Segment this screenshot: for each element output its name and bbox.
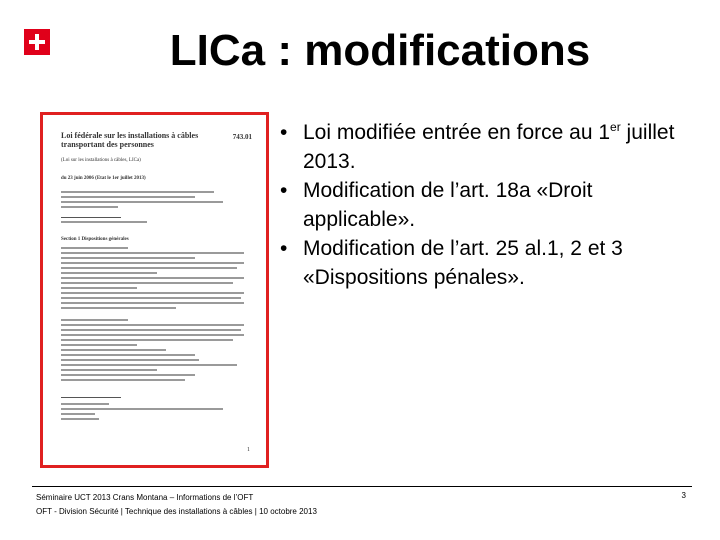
document-text-block	[61, 221, 252, 226]
slide-title: LICa : modifications	[169, 26, 591, 75]
swiss-cross-logo-icon	[24, 29, 50, 55]
document-divider	[61, 217, 121, 218]
bullet-icon: •	[280, 179, 288, 202]
bullet-list	[278, 118, 698, 292]
document-page	[57, 125, 256, 457]
document-heading: Loi fédérale sur les installations à câbles transportant des personnes	[61, 131, 199, 149]
document-footnote-divider	[61, 397, 121, 398]
bullet-icon: •	[280, 121, 288, 144]
bullet-item: • Modification de l’art. 25 al.1, 2 et 3 «Dispositions pénales».	[278, 234, 698, 292]
bullet-item: • Modification de l’art. 18a «Droit applicable».	[278, 176, 698, 234]
document-text-block	[61, 191, 252, 211]
bullet-icon: •	[280, 237, 288, 260]
law-document-image	[40, 112, 269, 468]
footer-divider	[32, 486, 692, 487]
footer	[36, 491, 317, 519]
footer-line-1: Séminaire UCT 2013 Crans Montana – Informations de l’OFT	[36, 493, 254, 502]
bullet-item: • Loi modifiée entrée en force au 1er juillet 2013.	[280, 120, 675, 173]
footer-line-2: OFT - Division Sécurité | Technique des installations à câbles | 10 octobre 2013	[36, 507, 317, 516]
document-footnotes	[61, 403, 252, 423]
page-number: 3	[681, 491, 686, 500]
document-section-title: Section 1 Dispositions générales	[61, 237, 129, 242]
document-number: 743.01	[232, 133, 252, 141]
document-text-block	[61, 247, 252, 312]
document-subheading: (Loi sur les installations à câbles, LICa)	[61, 158, 141, 163]
document-page-number: 1	[247, 447, 250, 453]
document-text-block	[61, 319, 252, 384]
document-date: du 23 juin 2006 (Etat le 1er juillet 2013)	[61, 176, 146, 181]
